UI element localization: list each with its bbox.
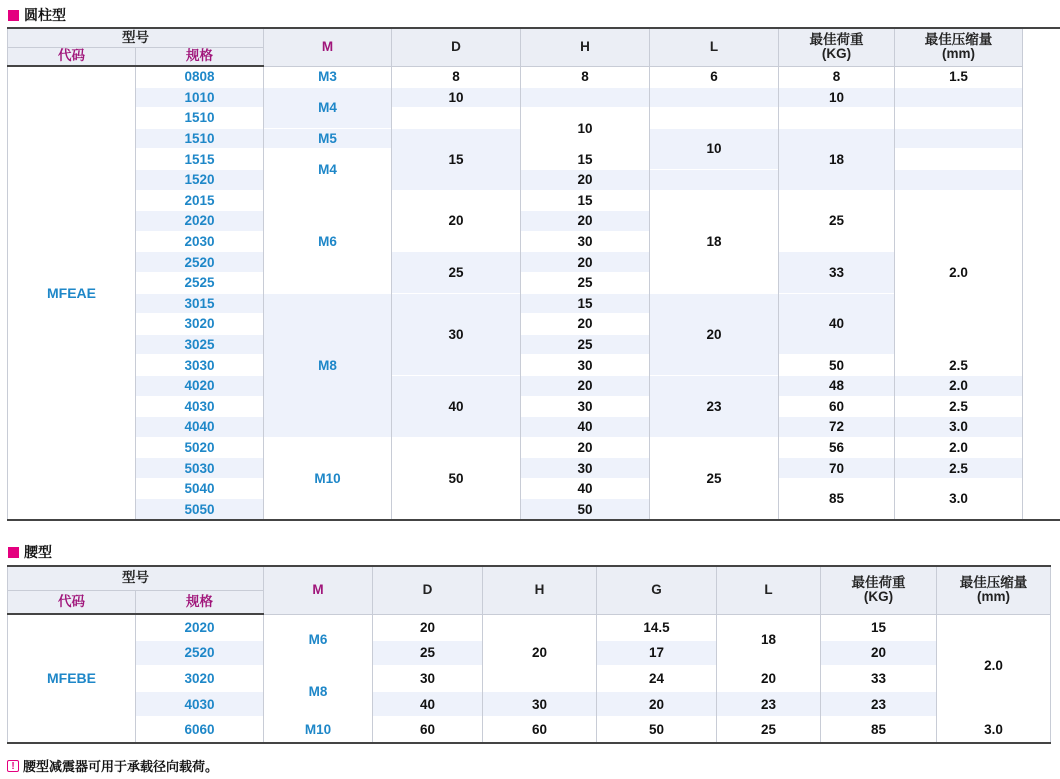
h-cell-empty — [521, 87, 650, 108]
d-cell: 20 — [392, 190, 521, 252]
comp-cell-empty — [895, 149, 1023, 170]
load-cell: 50 — [779, 355, 895, 376]
load-cell: 8 — [779, 66, 895, 87]
d-cell: 50 — [392, 437, 521, 520]
g-cell: 14.5 — [597, 614, 717, 640]
product-code: MFEBE — [8, 614, 136, 743]
l-cell: 18 — [650, 190, 779, 293]
l-cell: 20 — [650, 293, 779, 375]
comp-cell: 2.0 — [895, 375, 1023, 396]
spec-cell: 3020 — [136, 314, 264, 335]
load-cell: 33 — [821, 666, 937, 692]
load-cell: 25 — [779, 190, 895, 252]
d-cell-empty — [392, 108, 521, 129]
h-cell: 20 — [483, 614, 597, 691]
m-cell: M6 — [264, 614, 373, 666]
l-cell: 6 — [650, 66, 779, 87]
l-cell-empty — [650, 169, 779, 190]
comp-cell: 2.0 — [895, 190, 1023, 355]
g-cell: 20 — [597, 691, 717, 717]
comp-cell: 3.0 — [937, 717, 1051, 743]
section-title-cylinder — [8, 5, 66, 25]
product-code: MFEAE — [8, 66, 136, 520]
header-h: H — [521, 28, 650, 66]
d-cell: 30 — [392, 293, 521, 375]
d-cell: 60 — [373, 717, 483, 743]
h-cell: 15 — [521, 190, 650, 211]
comp-cell: 2.5 — [895, 355, 1023, 376]
h-cell: 20 — [521, 211, 650, 232]
spec-cell: 5040 — [136, 478, 264, 499]
d-cell: 25 — [392, 252, 521, 293]
h-cell: 25 — [521, 272, 650, 293]
spec-cell: 4020 — [136, 375, 264, 396]
spec-cell: 1510 — [136, 108, 264, 129]
comp-cell: 2.0 — [895, 437, 1023, 458]
load-cell: 60 — [779, 396, 895, 417]
m-cell: M4 — [264, 149, 392, 190]
d-cell: 30 — [373, 666, 483, 692]
section-title-waist — [8, 542, 52, 562]
l-cell: 18 — [717, 614, 821, 666]
section-marker-icon — [8, 10, 19, 21]
spec-cell: 3030 — [136, 355, 264, 376]
header-l: L — [650, 28, 779, 66]
waist-spec-table — [7, 565, 1051, 744]
d-cell: 25 — [373, 640, 483, 666]
h-cell: 10 — [521, 108, 650, 149]
header-compression: 最佳压缩量 (mm) — [937, 566, 1051, 614]
h-cell: 50 — [521, 499, 650, 520]
spec-cell: 4030 — [136, 691, 264, 717]
load-cell: 15 — [821, 614, 937, 640]
spec-cell: 5020 — [136, 437, 264, 458]
load-cell: 20 — [821, 640, 937, 666]
load-cell: 23 — [821, 691, 937, 717]
m-cell: M10 — [264, 437, 392, 520]
h-cell: 40 — [521, 417, 650, 438]
comp-cell-empty — [895, 108, 1023, 129]
spec-cell: 3015 — [136, 293, 264, 314]
spec-cell: 1520 — [136, 169, 264, 190]
info-icon: ! — [7, 760, 19, 772]
m-cell: M8 — [264, 293, 392, 437]
h-cell: 20 — [521, 375, 650, 396]
l-cell-empty — [650, 87, 779, 108]
d-cell: 20 — [373, 614, 483, 640]
header-m: M — [264, 28, 392, 66]
load-cell: 10 — [779, 87, 895, 108]
m-cell: M3 — [264, 66, 392, 87]
comp-cell-empty — [895, 169, 1023, 190]
comp-cell: 3.0 — [895, 417, 1023, 438]
h-cell: 30 — [521, 458, 650, 479]
header-h: H — [483, 566, 597, 614]
load-cell: 48 — [779, 375, 895, 396]
comp-cell: 2.0 — [937, 614, 1051, 717]
spec-cell: 4040 — [136, 417, 264, 438]
l-cell: 25 — [650, 437, 779, 520]
l-cell: 25 — [717, 717, 821, 743]
spec-cell: 0808 — [136, 66, 264, 87]
g-cell: 50 — [597, 717, 717, 743]
spec-cell: 1515 — [136, 149, 264, 170]
spec-cell: 2030 — [136, 231, 264, 252]
h-cell: 30 — [483, 691, 597, 717]
load-cell-empty — [779, 108, 895, 129]
spec-cell: 2525 — [136, 272, 264, 293]
header-l: L — [717, 566, 821, 614]
spec-cell: 3020 — [136, 666, 264, 692]
spec-cell: 6060 — [136, 717, 264, 743]
h-cell: 30 — [521, 231, 650, 252]
spec-cell: 5030 — [136, 458, 264, 479]
load-cell: 18 — [779, 128, 895, 190]
load-cell: 85 — [821, 717, 937, 743]
h-cell: 15 — [521, 293, 650, 314]
h-cell: 30 — [521, 396, 650, 417]
d-cell: 40 — [373, 691, 483, 717]
spec-cell: 4030 — [136, 396, 264, 417]
footnote-text: 腰型减震器可用于承载径向载荷。 — [23, 759, 219, 774]
spec-cell: 1510 — [136, 128, 264, 149]
comp-cell: 3.0 — [895, 478, 1023, 520]
header-load: 最佳荷重 (KG) — [779, 28, 895, 66]
header-code: 代码 — [8, 590, 136, 614]
h-cell: 60 — [483, 717, 597, 743]
g-cell: 17 — [597, 640, 717, 666]
load-cell: 33 — [779, 252, 895, 293]
header-d: D — [392, 28, 521, 66]
comp-cell: 1.5 — [895, 66, 1023, 87]
d-cell: 15 — [392, 128, 521, 190]
spec-cell: 2015 — [136, 190, 264, 211]
g-cell: 24 — [597, 666, 717, 692]
load-cell: 72 — [779, 417, 895, 438]
h-cell: 30 — [521, 355, 650, 376]
h-cell: 20 — [521, 437, 650, 458]
spec-cell: 2520 — [136, 252, 264, 273]
spec-cell: 5050 — [136, 499, 264, 520]
spec-cell: 3025 — [136, 334, 264, 355]
header-code: 代码 — [8, 47, 136, 66]
l-cell: 10 — [650, 128, 779, 169]
cylinder-spec-table — [7, 27, 1060, 521]
h-cell: 15 — [521, 149, 650, 170]
header-model: 型号 — [8, 28, 264, 47]
header-g: G — [597, 566, 717, 614]
m-cell: M4 — [264, 87, 392, 128]
h-cell: 25 — [521, 334, 650, 355]
h-cell: 20 — [521, 169, 650, 190]
header-model: 型号 — [8, 566, 264, 590]
header-spec: 规格 — [136, 590, 264, 614]
m-cell: M5 — [264, 128, 392, 149]
m-cell: M10 — [264, 717, 373, 743]
header-d: D — [373, 566, 483, 614]
load-cell: 70 — [779, 458, 895, 479]
footnote — [7, 756, 218, 775]
comp-cell-empty — [895, 87, 1023, 108]
header-m: M — [264, 566, 373, 614]
d-cell: 10 — [392, 87, 521, 108]
header-compression: 最佳压缩量 (mm) — [895, 28, 1023, 66]
spec-cell: 2520 — [136, 640, 264, 666]
l-cell: 20 — [717, 666, 821, 692]
header-spec: 规格 — [136, 47, 264, 66]
h-cell: 40 — [521, 478, 650, 499]
d-cell: 40 — [392, 375, 521, 437]
comp-cell: 2.5 — [895, 396, 1023, 417]
section-marker-icon — [8, 547, 19, 558]
section-title-text: 腰型 — [24, 544, 52, 560]
l-cell-empty — [650, 108, 779, 129]
spec-cell: 2020 — [136, 211, 264, 232]
h-cell: 8 — [521, 66, 650, 87]
h-cell: 20 — [521, 252, 650, 273]
m-cell: M6 — [264, 190, 392, 293]
section-title-text: 圆柱型 — [24, 7, 66, 23]
spec-cell: 1010 — [136, 87, 264, 108]
spec-cell: 2020 — [136, 614, 264, 640]
comp-cell: 2.5 — [895, 458, 1023, 479]
l-cell: 23 — [650, 375, 779, 437]
d-cell: 8 — [392, 66, 521, 87]
m-cell: M8 — [264, 666, 373, 717]
header-load: 最佳荷重 (KG) — [821, 566, 937, 614]
h-cell: 20 — [521, 314, 650, 335]
l-cell: 23 — [717, 691, 821, 717]
load-cell: 85 — [779, 478, 895, 520]
load-cell: 56 — [779, 437, 895, 458]
load-cell: 40 — [779, 293, 895, 355]
comp-cell-empty — [895, 128, 1023, 149]
